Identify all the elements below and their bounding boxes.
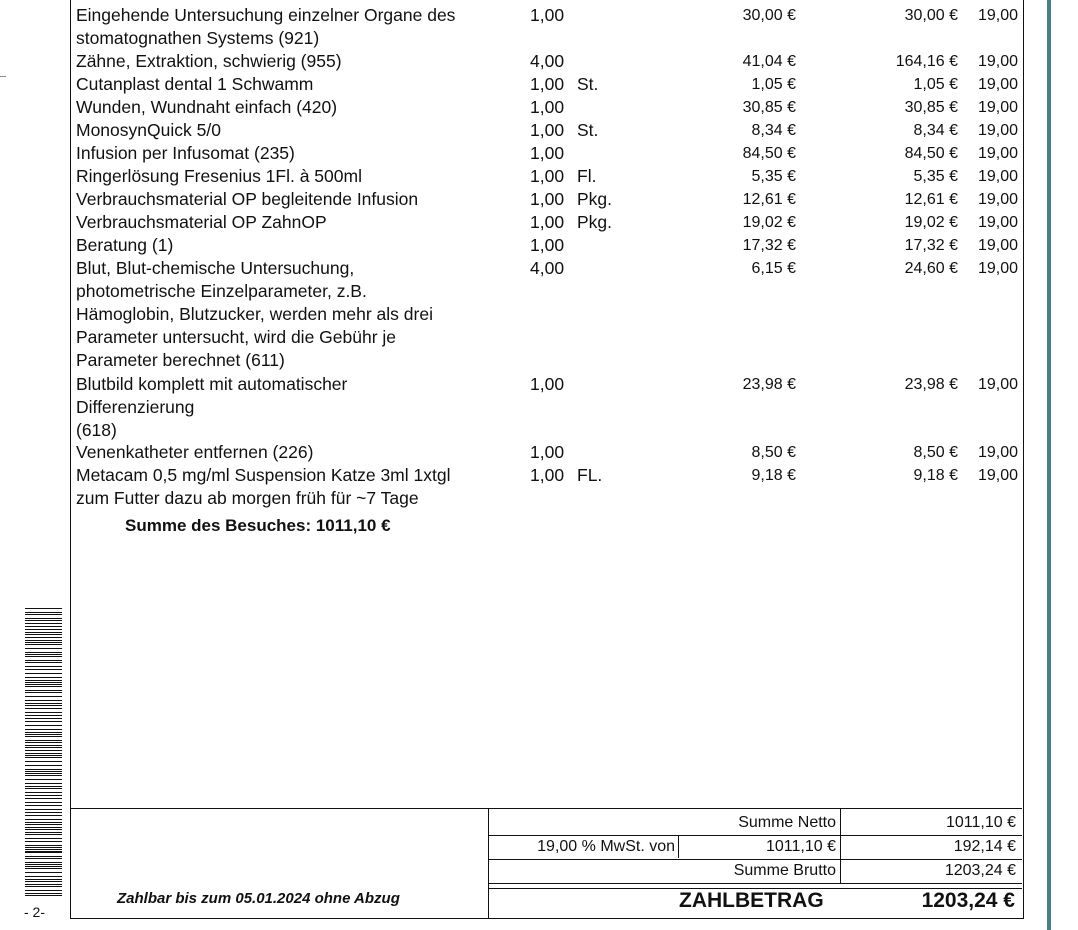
item-total: 17,32 € xyxy=(904,237,958,254)
mwst-label: 19,00 % MwSt. von xyxy=(537,838,675,855)
item-total: 9,18 € xyxy=(913,467,958,484)
item-description: Metacam 0,5 mg/ml Suspension Katze 3ml 1xtgl zum Futter dazu ab morgen früh für ~7 Tage xyxy=(76,465,451,508)
item-description: Cutanplast dental 1 Schwamm xyxy=(76,74,314,94)
item-vat-rate: 19,00 xyxy=(977,260,1018,277)
item-total: 5,35 € xyxy=(913,168,958,185)
mwst-base: 1011,10 € xyxy=(766,838,836,855)
netto-label: Summe Netto xyxy=(738,814,836,831)
item-unit-price: 1,05 € xyxy=(751,76,796,93)
item-vat-rate: 19,00 xyxy=(977,191,1018,208)
item-unit: FL. xyxy=(577,465,603,485)
item-quantity: 1,00 xyxy=(530,143,565,163)
item-quantity: 1,00 xyxy=(530,189,565,209)
item-unit-price: 8,34 € xyxy=(751,122,796,139)
item-vat-rate: 19,00 xyxy=(977,444,1018,461)
item-unit-price: 84,50 € xyxy=(742,145,796,162)
item-unit-price: 8,50 € xyxy=(751,444,796,461)
item-total: 1,05 € xyxy=(913,76,958,93)
margin-tick-mark xyxy=(0,76,6,77)
item-unit-price: 30,00 € xyxy=(742,7,796,24)
item-vat-rate: 19,00 xyxy=(977,467,1018,484)
barcode xyxy=(25,608,62,898)
item-total: 8,34 € xyxy=(913,122,958,139)
item-unit-price: 6,15 € xyxy=(751,260,796,277)
item-quantity: 1,00 xyxy=(530,465,565,485)
item-total: 30,00 € xyxy=(904,7,958,24)
brutto-label: Summe Brutto xyxy=(733,862,836,879)
item-description: Wunden, Wundnaht einfach (420) xyxy=(76,97,338,117)
item-description: Blutbild komplett mit automatischer Differenzierung (618) xyxy=(76,374,348,440)
item-description: Verbrauchsmaterial OP begleitende Infusion xyxy=(76,189,419,209)
item-vat-rate: 19,00 xyxy=(977,7,1018,24)
payable-note: Zahlbar bis zum 05.01.2024 ohne Abzug xyxy=(117,890,400,907)
item-unit-price: 30,85 € xyxy=(742,99,796,116)
item-quantity: 1,00 xyxy=(530,442,565,462)
item-quantity: 1,00 xyxy=(530,74,565,94)
item-quantity: 1,00 xyxy=(530,235,565,255)
item-vat-rate: 19,00 xyxy=(977,376,1018,393)
item-unit-price: 41,04 € xyxy=(742,53,796,70)
zahlbetrag-label: ZAHLBETRAG xyxy=(679,889,824,912)
item-description: Verbrauchsmaterial OP ZahnOP xyxy=(76,212,327,232)
item-description: Zähne, Extraktion, schwierig (955) xyxy=(76,51,342,71)
item-vat-rate: 19,00 xyxy=(977,122,1018,139)
page-number: - 2- xyxy=(24,904,45,920)
item-unit: St. xyxy=(577,74,599,94)
item-total: 12,61 € xyxy=(904,191,958,208)
item-total: 19,02 € xyxy=(904,214,958,231)
item-total: 164,16 € xyxy=(895,53,958,70)
netto-value: 1011,10 € xyxy=(946,814,1016,831)
item-total: 30,85 € xyxy=(904,99,958,116)
item-unit: Pkg. xyxy=(577,189,613,209)
visit-sum: Summe des Besuches: 1011,10 € xyxy=(125,516,391,535)
item-description: Eingehende Untersuchung einzelner Organe des stomatognathen Systems (921) xyxy=(76,5,456,48)
item-total: 8,50 € xyxy=(913,444,958,461)
item-quantity: 4,00 xyxy=(530,258,565,278)
item-unit: St. xyxy=(577,120,599,140)
item-quantity: 1,00 xyxy=(530,212,565,232)
item-quantity: 1,00 xyxy=(530,166,565,186)
item-unit-price: 19,02 € xyxy=(742,214,796,231)
item-unit: Pkg. xyxy=(577,212,613,232)
item-unit-price: 9,18 € xyxy=(751,467,796,484)
item-description: Infusion per Infusomat (235) xyxy=(76,143,295,163)
item-description: Ringerlösung Fresenius 1Fl. à 500ml xyxy=(76,166,362,186)
item-unit: Fl. xyxy=(577,166,597,186)
mwst-value: 192,14 € xyxy=(953,838,1016,855)
item-unit-price: 5,35 € xyxy=(751,168,796,185)
item-description: Venenkatheter entfernen (226) xyxy=(76,442,314,462)
item-description: Blut, Blut-chemische Untersuchung, photometrische Einzelparameter, z.B. Hämoglobin, Blutzucker, werden mehr als drei Parameter untersucht, wird die Gebühr je Parameter berechnet (611) xyxy=(76,258,433,370)
item-unit-price: 17,32 € xyxy=(742,237,796,254)
cropped-header-text xyxy=(501,0,1078,2)
item-quantity: 4,00 xyxy=(530,51,565,71)
item-vat-rate: 19,00 xyxy=(977,145,1018,162)
item-description: Beratung (1) xyxy=(76,235,174,255)
item-vat-rate: 19,00 xyxy=(977,168,1018,185)
item-quantity: 1,00 xyxy=(530,120,565,140)
zahlbetrag-value: 1203,24 € xyxy=(921,889,1015,912)
item-vat-rate: 19,00 xyxy=(977,53,1018,70)
item-quantity: 1,00 xyxy=(530,374,565,394)
item-total: 84,50 € xyxy=(904,145,958,162)
page-edge-accent xyxy=(1047,0,1051,930)
item-description: MonosynQuick 5/0 xyxy=(76,120,221,140)
item-total: 23,98 € xyxy=(904,376,958,393)
item-quantity: 1,00 xyxy=(530,97,565,117)
item-unit-price: 23,98 € xyxy=(742,376,796,393)
item-unit-price: 12,61 € xyxy=(742,191,796,208)
item-vat-rate: 19,00 xyxy=(977,99,1018,116)
item-vat-rate: 19,00 xyxy=(977,76,1018,93)
brutto-value: 1203,24 € xyxy=(944,862,1016,879)
item-vat-rate: 19,00 xyxy=(977,237,1018,254)
item-quantity: 1,00 xyxy=(530,5,565,25)
item-total: 24,60 € xyxy=(904,260,958,277)
item-vat-rate: 19,00 xyxy=(977,214,1018,231)
